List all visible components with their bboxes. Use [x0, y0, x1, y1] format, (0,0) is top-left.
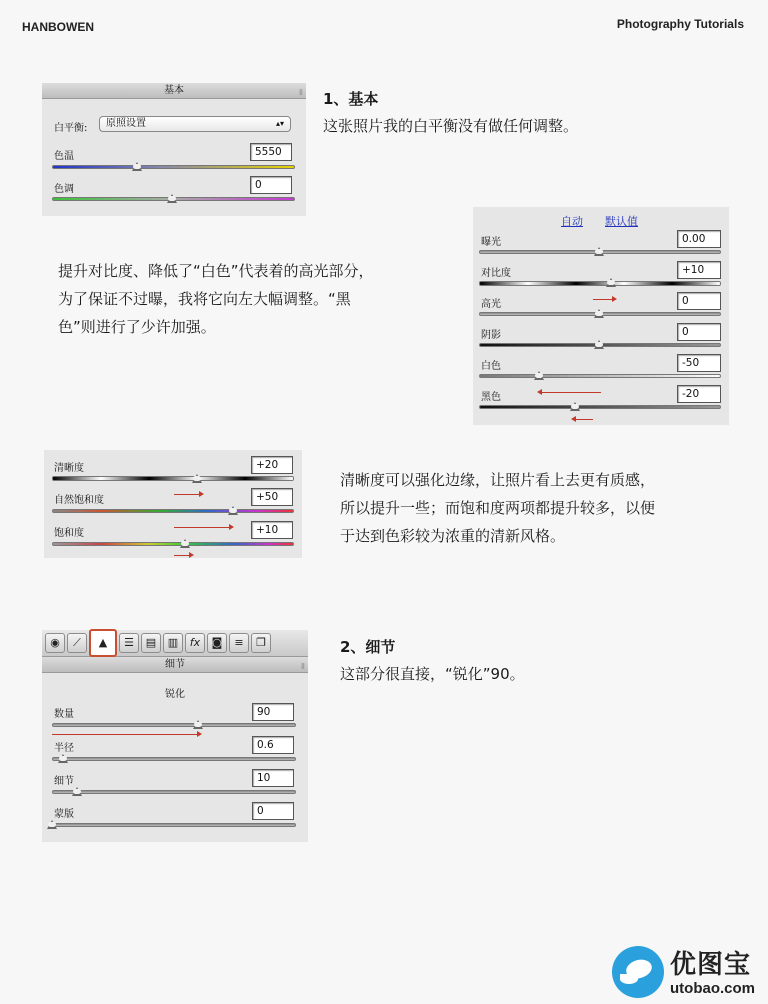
tone-row-label: 白色 — [481, 361, 501, 372]
presence-row-label: 清晰度 — [54, 463, 84, 474]
whites-slider-thumb[interactable] — [534, 371, 544, 380]
tone-text — [58, 257, 458, 341]
section1-text — [323, 86, 743, 140]
blacks-slider[interactable] — [479, 405, 721, 409]
tone-row-label: 阴影 — [481, 330, 501, 341]
presence-row-label: 自然饱和度 — [54, 495, 104, 506]
tone-text-line2: 为了保证不过曝，我将它向左大幅调整。“黑 — [58, 290, 351, 308]
vibrance-input[interactable]: +50 — [251, 488, 293, 506]
radius-input[interactable]: 0.6 — [252, 736, 294, 754]
blacks-input[interactable]: -20 — [677, 385, 721, 403]
contrast-input[interactable]: +10 — [677, 261, 721, 279]
temp-slider[interactable] — [52, 165, 295, 169]
tone-row-label: 黑色 — [481, 392, 501, 403]
detail-row-label: 蒙版 — [54, 809, 74, 820]
temp-input[interactable]: 5550 — [250, 143, 292, 161]
section2-body: 这部分很直接，“锐化”90。 — [340, 665, 525, 683]
clarity-slider[interactable] — [52, 476, 294, 481]
presence-panel — [44, 450, 302, 558]
basic-panel-title: 基本 ⁝⁝ — [42, 83, 306, 99]
logo-name: 优图宝 — [670, 950, 752, 980]
saturation-slider[interactable] — [52, 542, 294, 546]
panel-grip-icon[interactable]: ⁝⁝ — [300, 662, 304, 671]
tone-row-label: 高光 — [481, 299, 501, 310]
masking-slider[interactable] — [52, 823, 296, 827]
exposure-input[interactable]: 0.00 — [677, 230, 721, 248]
split-toning-icon[interactable]: ▤ — [141, 633, 161, 653]
shadows-input[interactable]: 0 — [677, 323, 721, 341]
logo-url: utobao.com — [670, 980, 755, 997]
temp-label: 色温 — [54, 151, 74, 162]
site-section: Photography Tutorials — [616, 17, 744, 31]
contrast-slider[interactable] — [479, 281, 721, 286]
saturation-arrow-lower — [174, 555, 192, 556]
vibrance-arrow — [174, 494, 202, 495]
tone-row-label: 对比度 — [481, 268, 511, 279]
brand-name: HANBOWEN — [22, 20, 94, 34]
site-logo — [612, 944, 762, 1000]
exposure-slider-thumb[interactable] — [594, 247, 604, 256]
saturation-arrow-upper — [174, 527, 232, 528]
amount-slider[interactable] — [52, 723, 296, 727]
saturation-slider-thumb[interactable] — [180, 539, 190, 548]
contrast-slider-thumb[interactable] — [606, 278, 616, 287]
tone-row-label: 曝光 — [481, 237, 501, 248]
panel-toolbar — [42, 630, 308, 657]
vibrance-slider-thumb[interactable] — [228, 506, 238, 515]
tint-slider-thumb[interactable] — [167, 194, 177, 203]
tint-input[interactable]: 0 — [250, 176, 292, 194]
presence-text-line1: 清晰度可以强化边缘，让照片看上去更有质感， — [340, 471, 656, 489]
tone-text-line3: 色”则进行了少许加强。 — [58, 318, 216, 336]
section2-text — [340, 634, 740, 688]
temp-slider-thumb[interactable] — [132, 162, 142, 171]
detail-panel-title: 细节 ⁝⁝ — [42, 657, 308, 673]
section2-heading: 2、细节 — [340, 638, 396, 656]
basic-tool-icon[interactable]: ◉ — [45, 633, 65, 653]
radius-slider-thumb[interactable] — [58, 754, 68, 763]
sharpening-title: 锐化 — [165, 689, 185, 700]
detail-input[interactable]: 10 — [252, 769, 294, 787]
white-balance-select[interactable]: 原照设置 ▴▾ — [99, 116, 291, 132]
clarity-input[interactable]: +20 — [251, 456, 293, 474]
masking-slider-thumb[interactable] — [47, 820, 57, 829]
auto-link[interactable]: 自动 — [561, 215, 583, 228]
saturation-input[interactable]: +10 — [251, 521, 293, 539]
highlights-input[interactable]: 0 — [677, 292, 721, 310]
detail-row-label: 数量 — [54, 709, 74, 720]
tone-curve-icon[interactable]: ⟋ — [67, 633, 87, 653]
section1-body: 这张照片我的白平衡没有做任何调整。 — [323, 117, 579, 135]
tone-text-line1: 提升对比度、降低了“白色”代表着的高光部分， — [58, 262, 374, 280]
detail-slider-thumb[interactable] — [72, 787, 82, 796]
default-link[interactable]: 默认值 — [605, 215, 638, 228]
basic-panel — [42, 83, 306, 216]
camera-calibration-icon[interactable]: ◙ — [207, 633, 227, 653]
blacks-arrow-lower — [573, 419, 593, 420]
fx-icon[interactable]: fx — [185, 633, 205, 653]
amount-slider-thumb[interactable] — [193, 720, 203, 729]
lens-icon[interactable]: ▥ — [163, 633, 183, 653]
whites-input[interactable]: -50 — [677, 354, 721, 372]
blacks-slider-thumb[interactable] — [570, 402, 580, 411]
whites-slider[interactable] — [479, 374, 721, 378]
detail-panel — [42, 657, 308, 842]
masking-input[interactable]: 0 — [252, 802, 294, 820]
highlights-slider-thumb[interactable] — [594, 309, 604, 318]
clarity-slider-thumb[interactable] — [192, 474, 202, 483]
radius-slider[interactable] — [52, 757, 296, 761]
bird-logo-icon — [612, 946, 664, 998]
tone-panel — [473, 207, 729, 425]
hsl-icon[interactable]: ☰ — [119, 633, 139, 653]
presets-icon[interactable]: ≡ — [229, 633, 249, 653]
highlights-arrow — [593, 299, 615, 300]
amount-arrow — [52, 734, 200, 735]
presence-row-label: 饱和度 — [54, 528, 84, 539]
presence-text-line3: 于达到色彩较为浓重的清新风格。 — [340, 527, 566, 545]
detail-icon[interactable]: ▲ — [89, 629, 117, 657]
section1-heading: 1、基本 — [323, 90, 379, 108]
blacks-arrow-upper — [539, 392, 601, 393]
white-balance-label: 白平衡: — [54, 123, 88, 134]
detail-row-label: 半径 — [54, 743, 74, 754]
select-caret-icon: ▴▾ — [275, 119, 284, 128]
presence-text — [340, 466, 750, 550]
vibrance-slider[interactable] — [52, 509, 294, 513]
detail-slider[interactable] — [52, 790, 296, 794]
detail-row-label: 细节 — [54, 776, 74, 787]
presence-text-line2: 所以提升一些；而饱和度两项都提升较多，以便 — [340, 499, 656, 517]
panel-grip-icon[interactable]: ⁝⁝ — [298, 88, 302, 97]
shadows-slider-thumb[interactable] — [594, 340, 604, 349]
tint-label: 色调 — [54, 184, 74, 195]
snapshots-icon[interactable]: ❐ — [251, 633, 271, 653]
amount-input[interactable]: 90 — [252, 703, 294, 721]
